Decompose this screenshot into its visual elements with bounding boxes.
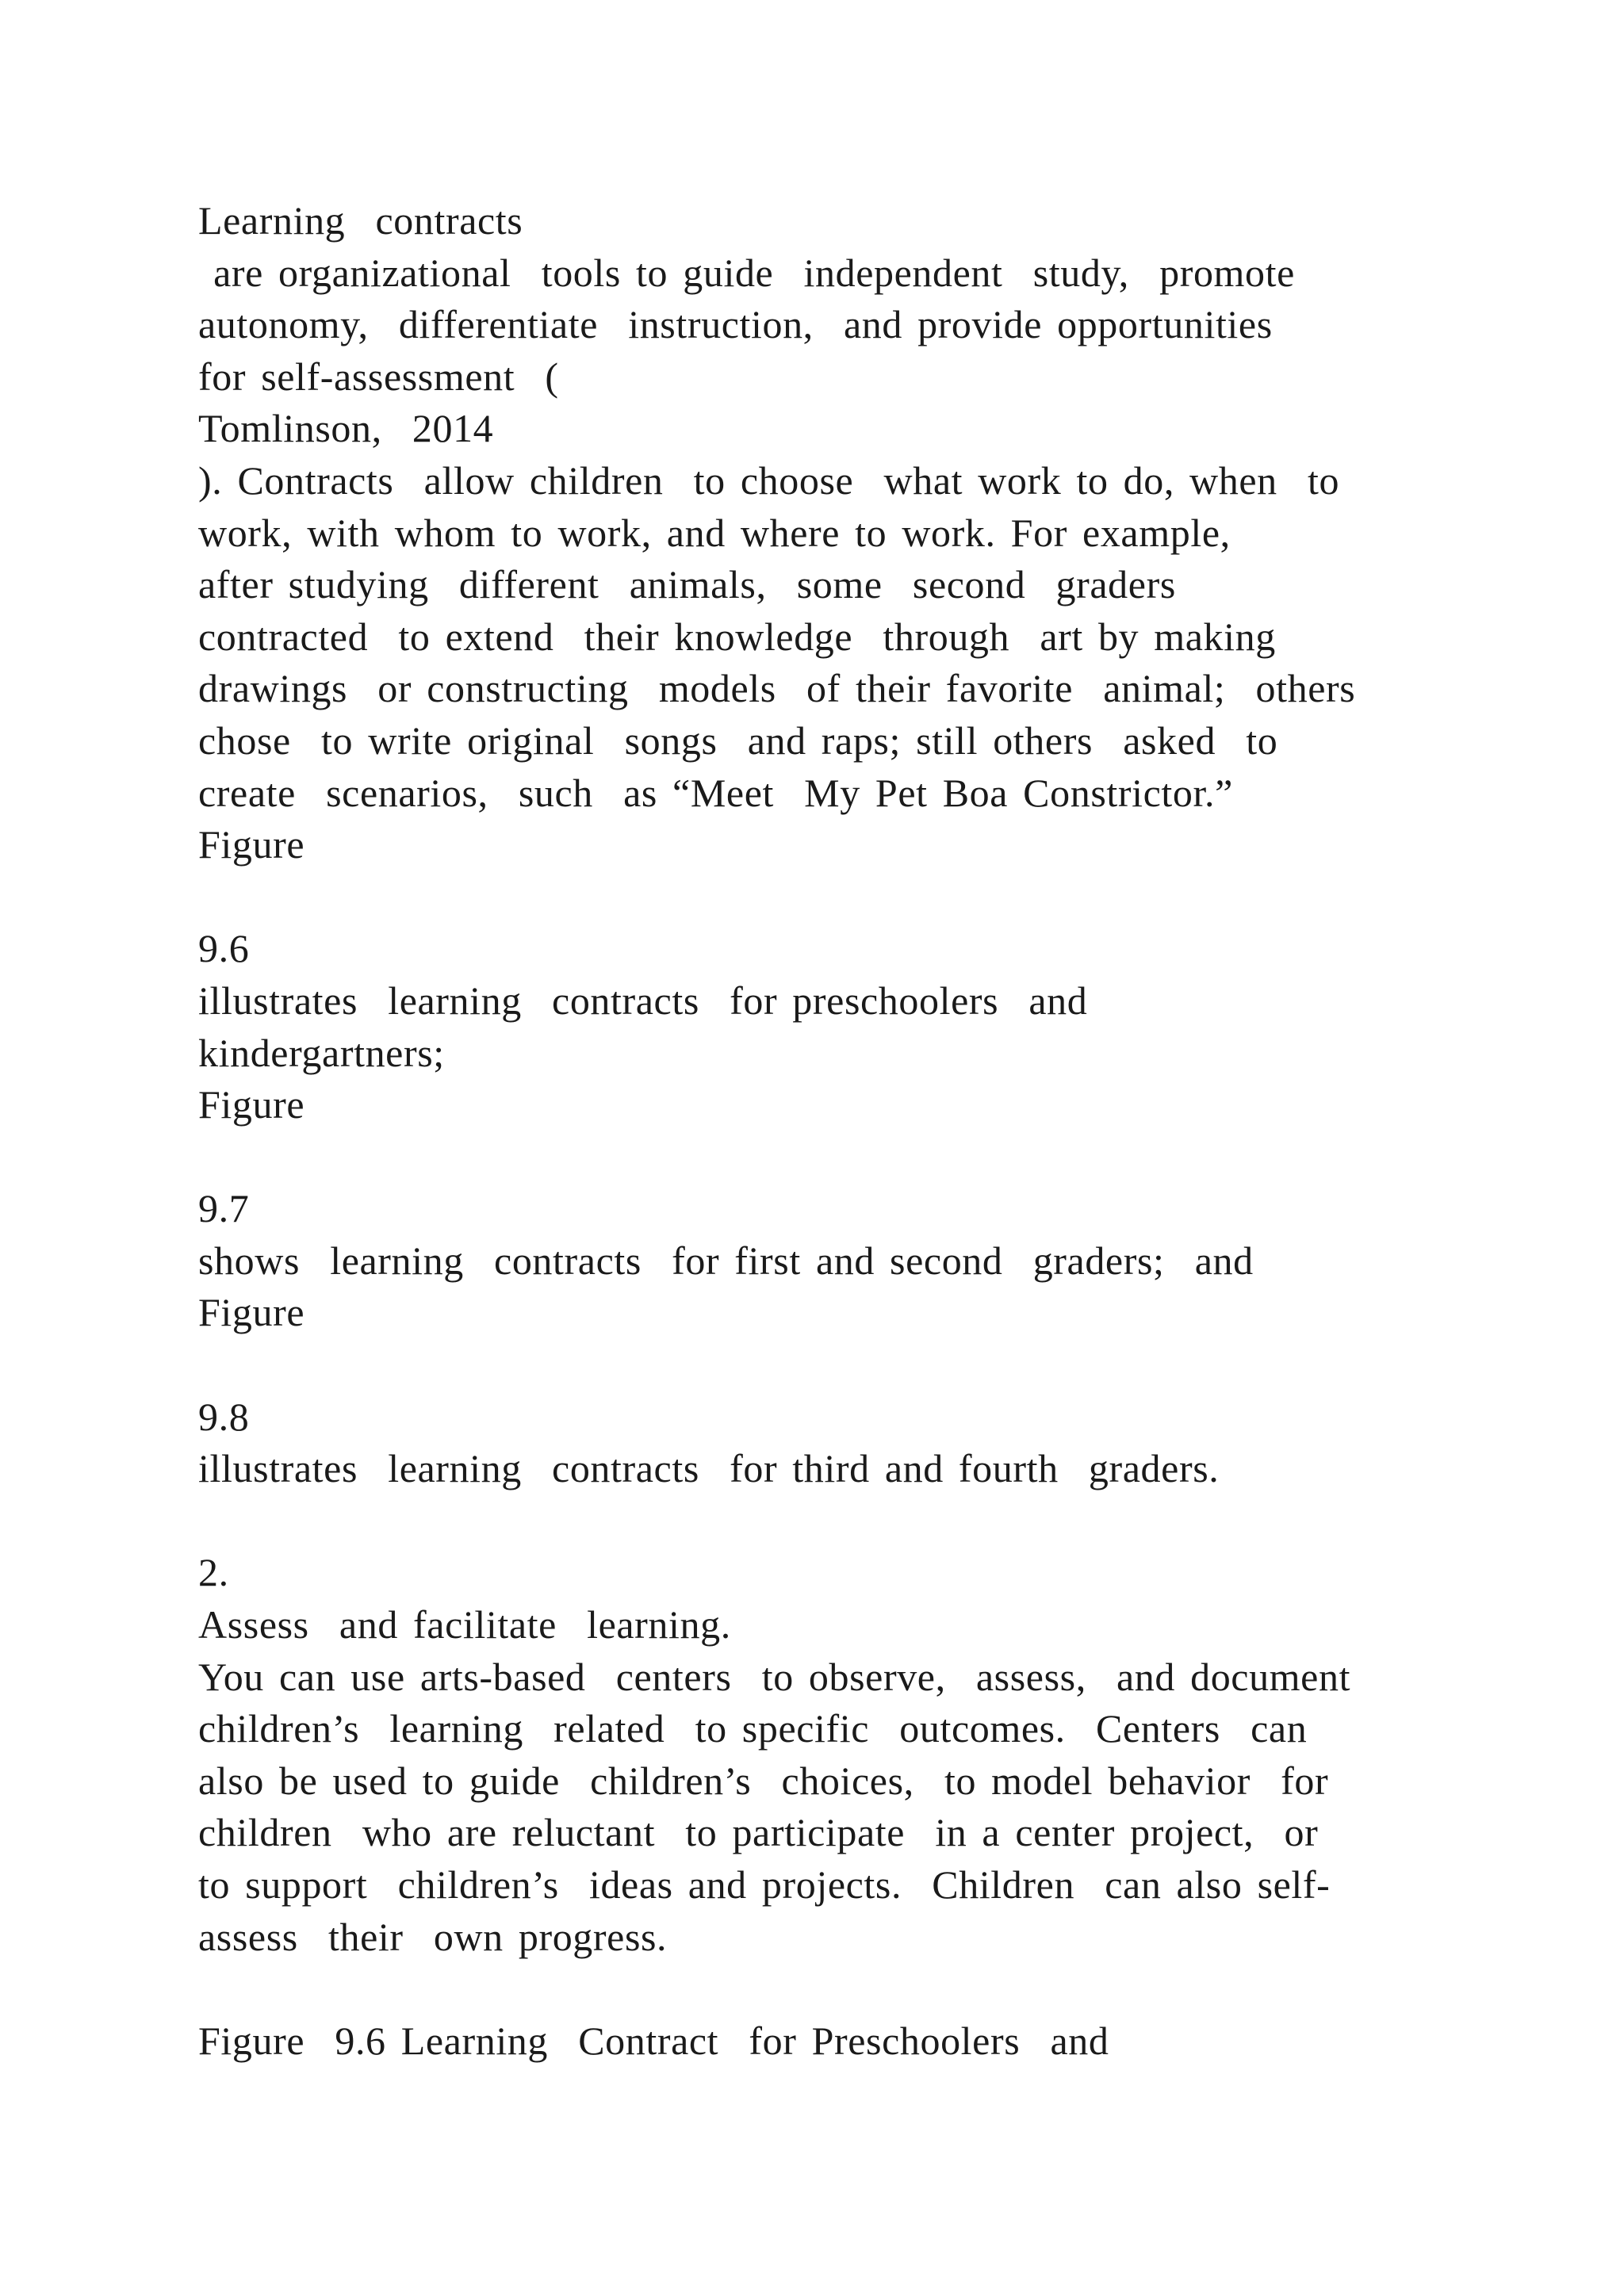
text-line: for self-assessment (	[198, 354, 559, 399]
body-text	[198, 195, 1546, 2067]
text-line: 2.	[198, 1550, 229, 1595]
text-line: illustrates learning contracts for third and fourth graders.	[198, 1446, 1220, 1491]
blank-line	[198, 1339, 1546, 1391]
text-line: 9.8	[198, 1394, 250, 1439]
text-line: Assess and facilitate learning.	[198, 1602, 731, 1647]
text-line: Figure	[198, 822, 305, 867]
text-line: children who are reluctant to participate in a center project, or	[198, 1810, 1319, 1855]
text-line: illustrates learning contracts for preschoolers and	[198, 978, 1088, 1023]
blank-line	[198, 871, 1546, 924]
text-line: You can use arts-based centers to observe, assess, and document	[198, 1654, 1351, 1699]
text-line: ). Contracts allow children to choose what work to do, when to	[198, 457, 1340, 503]
text-line: Tomlinson, 2014	[198, 406, 494, 451]
text-line: Figure 9.6 Learning Contract for Preschoolers and	[198, 2018, 1109, 2063]
text-line: are organizational tools to guide independent study, promote	[198, 250, 1295, 295]
text-line: also be used to guide children’s choices, to model behavior for	[198, 1758, 1329, 1803]
text-line: assess their own progress.	[198, 1914, 668, 1959]
text-line: Figure	[198, 1082, 305, 1127]
text-line: Learning contracts	[198, 198, 523, 243]
text-line: Figure	[198, 1290, 305, 1335]
text-line: work, with whom to work, and where to work. For example,	[198, 510, 1231, 555]
text-line: chose to write original songs and raps; still others asked to	[198, 718, 1278, 763]
blank-line	[198, 1963, 1546, 2015]
text-line: contracted to extend their knowledge through art by making	[198, 614, 1276, 659]
text-line: shows learning contracts for first and second graders; and	[198, 1238, 1254, 1283]
text-line: create scenarios, such as “Meet My Pet Boa Constrictor.”	[198, 770, 1233, 815]
text-line: children’s learning related to specific outcomes. Centers can	[198, 1706, 1308, 1751]
text-line: after studying different animals, some second graders	[198, 562, 1176, 607]
text-line: drawings or constructing models of their favorite animal; others	[198, 666, 1356, 711]
text-line: 9.6	[198, 926, 250, 971]
text-line: to support children’s ideas and projects. Children can also self-	[198, 1862, 1331, 1907]
text-line: autonomy, differentiate instruction, and provide opportunities	[198, 302, 1273, 347]
blank-line	[198, 1495, 1546, 1548]
text-line: 9.7	[198, 1186, 250, 1231]
text-line: kindergartners;	[198, 1030, 445, 1075]
blank-line	[198, 1131, 1546, 1184]
